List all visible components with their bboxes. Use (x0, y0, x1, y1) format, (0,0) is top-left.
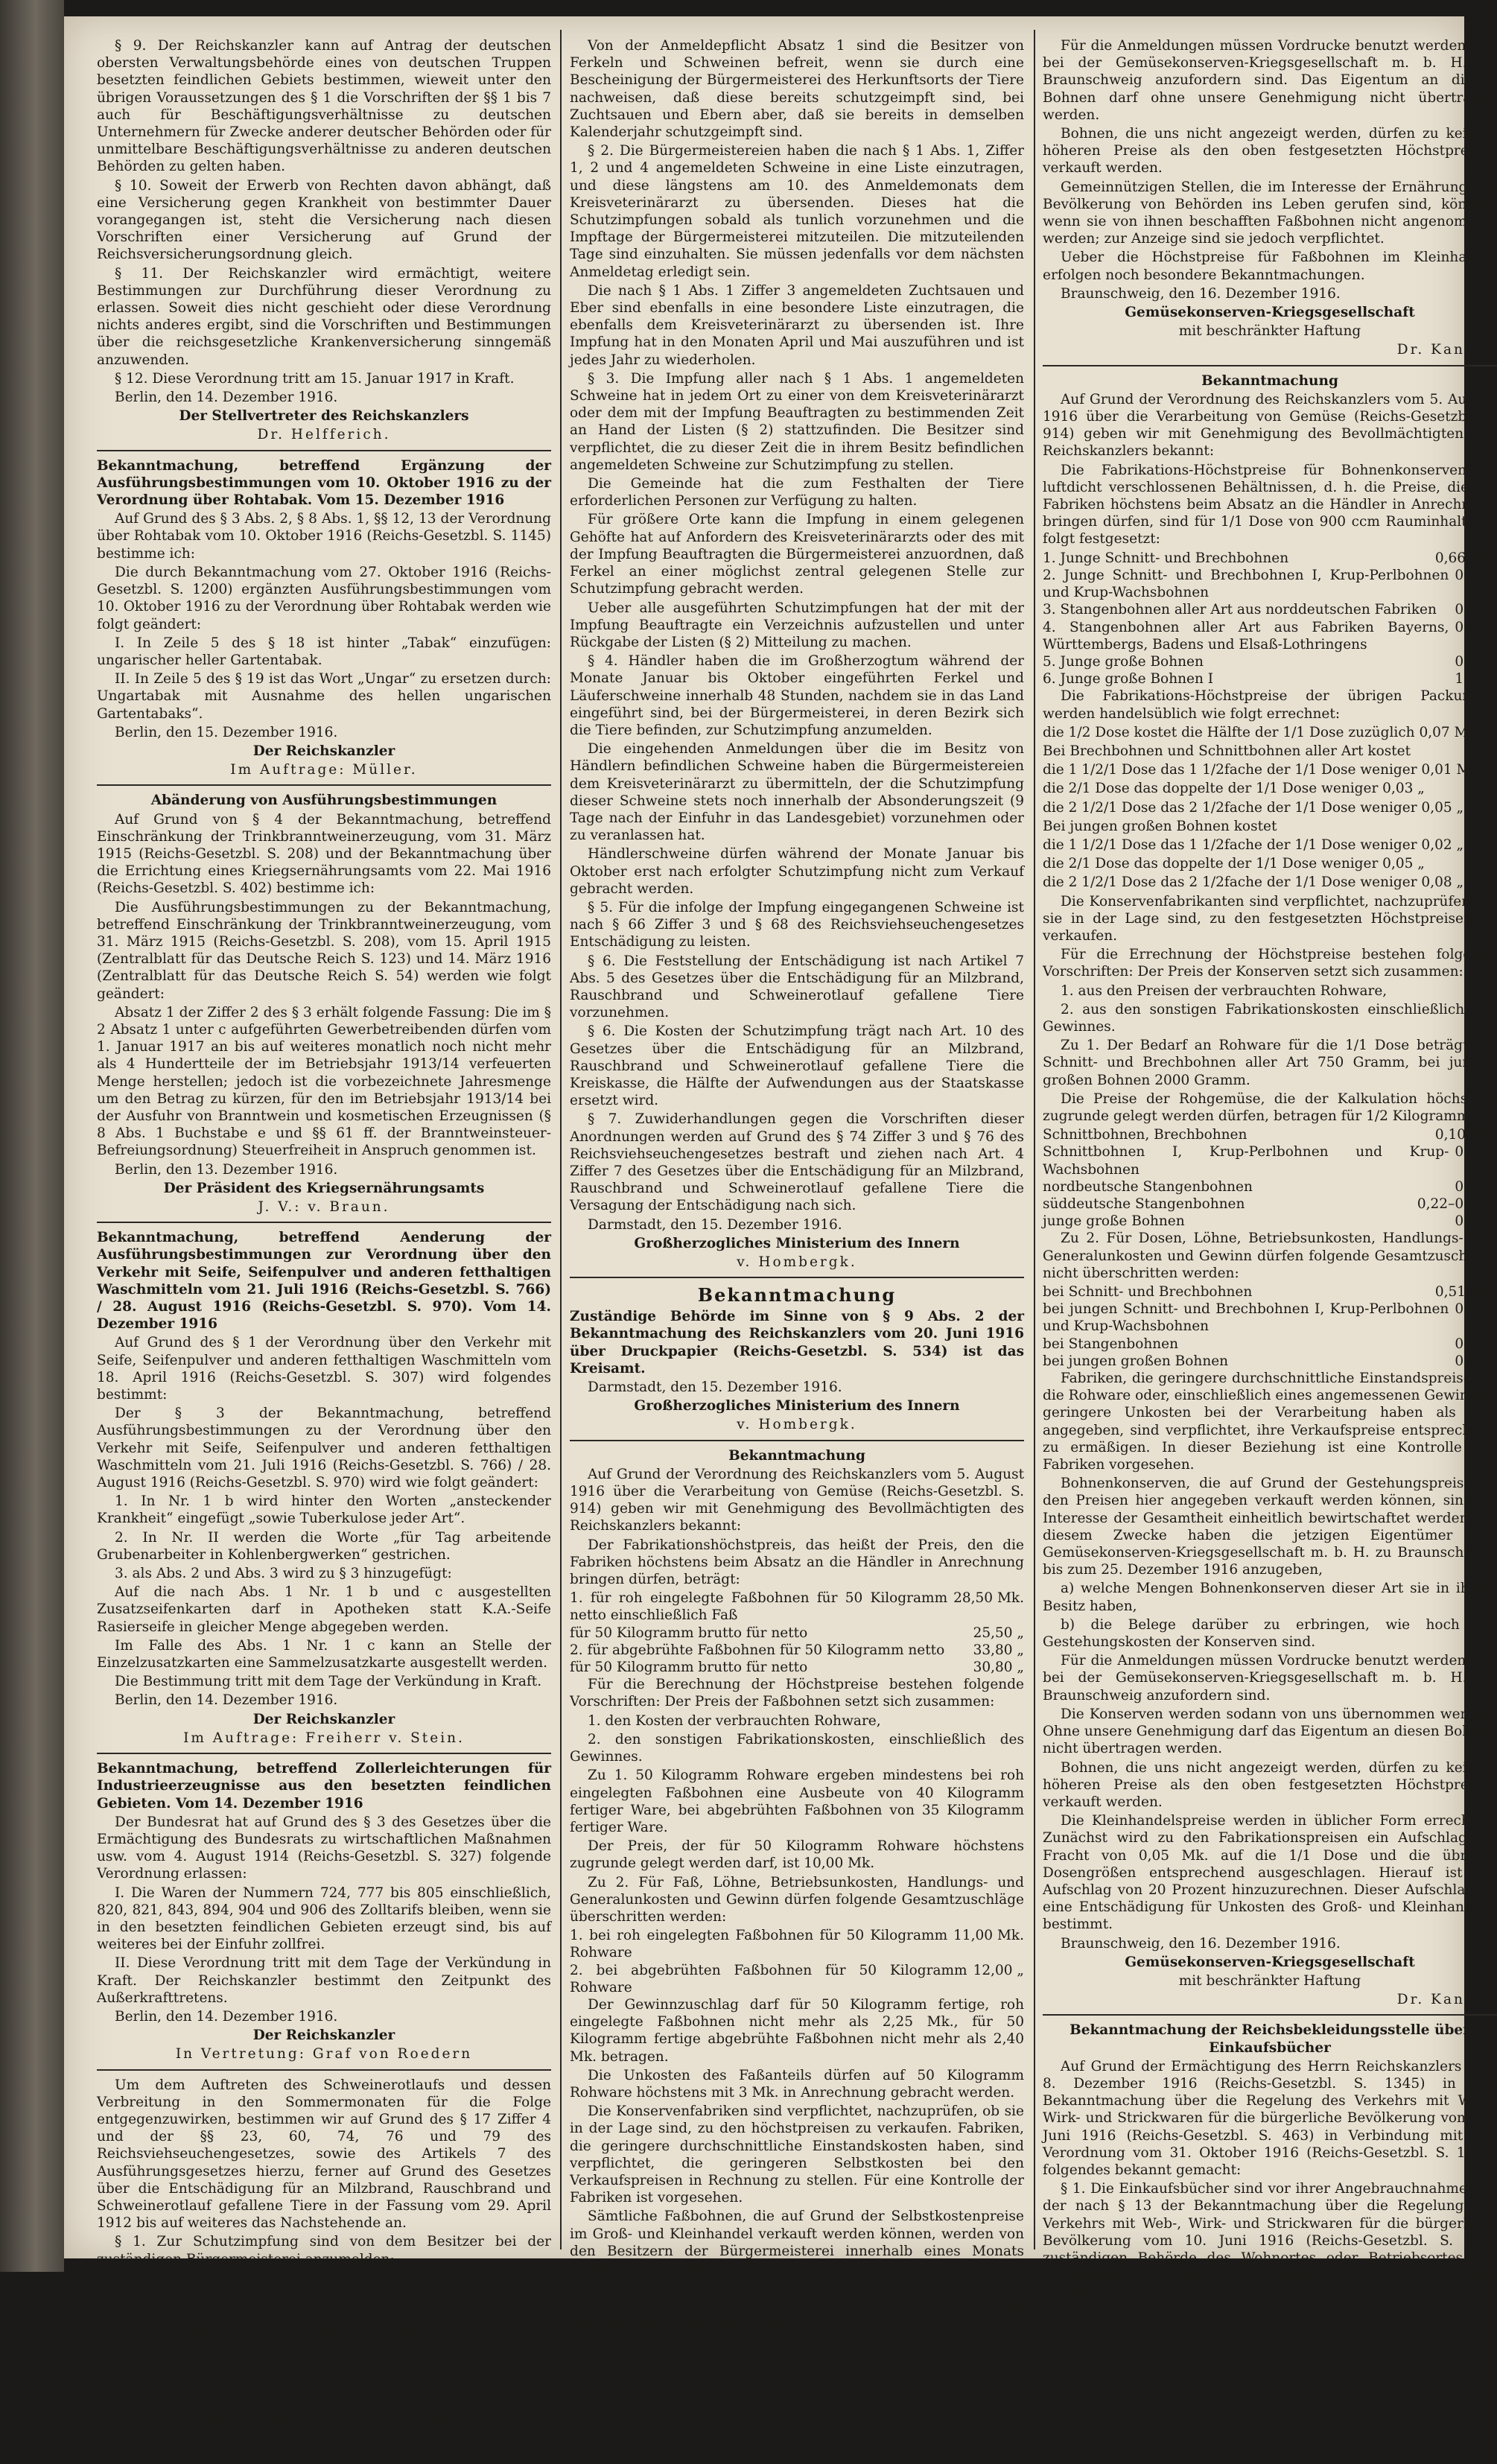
paragraph: § 2. Die Bürgermeistereien haben die nach § 1 Abs. 1, Ziffer 1, 2 und 4 angemeldeten Schweine in eine Liste einzutragen, und diese längstens am 10. des Anmeldemonats dem Kreisveterinärarzt zu übersenden. Dieses hat die Schutzimpfungen sobald als tunlich vorzunehmen und die Impftage der Bürgermeisterei mitzuteilen. Die mitzuteilenden Tage sind einzuhalten. Sie müssen jedenfalls vor dem nächsten Anmeldetag erledigt sein. (570, 143, 1024, 280)
paragraph: Auf Grund des § 1 der Verordnung über den Verkehr mit Seife, Seifenpulver und anderen fetthaltigen Waschmitteln vom 18. April 1916 (Reichs-Gesetzbl. S. 307) wird folgendes bestimmt: (97, 1335, 551, 1403)
price-row: bei jungen Schnitt- und Brechbohnen I, Krup-Perlbohnen und Krup-Wachsbohnen 0,52 „ (1043, 1301, 1497, 1335)
paragraph: Auf Grund der Verordnung des Reichskanzlers vom 5. August 1916 über die Verarbeitung von Gemüse (Reichs-Gesetzbl. S. 914) geben wir mit Genehmigung des Bevollmächtigten des Reichskanzlers bekannt: (1043, 391, 1497, 460)
signature-title: Der Stellvertreter des Reichskanzlers (179, 408, 469, 425)
notice-fassbohnen-cont (1043, 37, 1497, 359)
price-row: süddeutsche Stangenbohnen 0,22–0,23 „ (1043, 1196, 1497, 1212)
paragraph: Auf Grund von § 4 der Bekanntmachung, betreffend Einschränkung der Trinkbranntweinerzeugung, vom 31. März 1915 (Reichs-Gesetzbl. S. 208) und der Bekanntmachung über die Errichtung eines Kriegsernährungsamts vom 22. Mai 1916 (Reichs-Gesetzbl. S. 402) bestimme ich: (97, 811, 551, 897)
signature-title: Gemüsekonserven-Kriegsgesellschaft (1125, 1954, 1415, 1970)
paragraph: Diese Behörde kann die Führung mehrerer Einkaufsbücher nur gestatten, falls der Geschäftsbetrieb des Schneiders, der Schneiderin oder des Wandergewerbetreibenden (1043, 2303, 1497, 2354)
column-rule (560, 30, 562, 2249)
paragraph: § 6. Die Feststellung der Entschädigung ist nach Artikel 7 Abs. 5 des Gesetzes über die Entschädigung für an Milzbrand, Rauschbrand und Schweinerotlauf gefallene Tiere vorzunehmen. (570, 953, 1024, 1021)
paragraph: Auf Grund der Verordnung des Reichskanzlers vom 5. August 1916 über die Verarbeitung von Gemüse (Reichs-Gesetzbl. S. 914) geben wir mit Genehmigung des Bevollmächtigten des Reichskanzlers bekannt: (570, 1466, 1024, 1534)
paragraph: 2. aus den sonstigen Fabrikationskosten einschließlich des Gewinnes. (1043, 1001, 1497, 1035)
column-3 (1043, 37, 1497, 2354)
paragraph: 2. den sonstigen Fabrikationskosten, einschließlich des Gewinnes. (570, 1731, 1024, 1765)
paragraph: Die Bestimmung tritt mit dem Tage der Verkündung in Kraft. (115, 1674, 542, 1690)
paragraph: § 4. Händler haben die im Großherzogtum während der Monate Januar bis Oktober eingeführten Ferkel und Läuferschweine innerhalb 48 Stunden, nachdem sie in das Land eingeführt sind, bei der Bürgermeisterei, in deren Bezirk sich die Tiere befinden, zur Schutzimpfung anzumelden. (570, 653, 1024, 738)
paragraph: Zu 2. Für Faß, Löhne, Betriebsunkosten, Handlungs- und Generalunkosten und Gewinn dürfen folgende Gesamtzuschläge überschritten werden: (570, 1874, 1024, 1925)
price-row: für 50 Kilogramm brutto für netto 30,80 „ (570, 1660, 1024, 1676)
price-row: 1. Junge Schnitt- und Brechbohnen 0,66 Mk. (1043, 550, 1497, 566)
signature: v. Hombergk. (737, 1417, 857, 1433)
signature-title: Der Reichskanzler (252, 1711, 395, 1727)
notice-einkaufsbuecher (1043, 2022, 1497, 2355)
paragraph: Händlerschweine dürfen während der Monate Januar bis Oktober erst nach erfolgter Schutzimpfung nicht zum Verkauf gebracht werden. (570, 846, 1024, 897)
paragraph: Der § 3 der Bekanntmachung, betreffend Ausführungsbestimmungen zu der Verordnung über den Verkehr mit Seife, Seifenpulver und anderen fetthaltigen Waschmitteln vom 21. Juli 1916 (Reichs-Gesetzbl. S. 766) / 28. August 1916 (Reichs-Gesetzbl. S. 970) wird wie folgt geändert: (97, 1406, 551, 1491)
paragraph: Auf die nach Abs. 1 Nr. 1 b und c ausgestellten Zusatzseifenkarten darf in Apotheken statt K.A.-Seife Rasierseife in gleicher Menge abgegeben werden. (97, 1584, 551, 1635)
dateline: Darmstadt, den 15. Dezember 1916. (588, 1216, 842, 1233)
paragraph: Zu 1. 50 Kilogramm Rohware ergeben mindestens bei roh eingelegten Faßbohnen eine Ausbeute von 40 Kilogramm fertiger Ware, bei abgebrühten Faßbohnen von 35 Kilogramm fertiger Ware. (570, 1768, 1024, 1835)
price-list (1043, 550, 1497, 688)
paragraph: Die durch Bekanntmachung vom 27. Oktober 1916 (Reichs-Gesetzbl. S. 1200) ergänzten Ausführungsbestimmungen vom 10. Oktober 1916 zu der Verordnung über Rohtabak werden wie folgt geändert: (97, 564, 551, 632)
paragraph: Für die Anmeldungen müssen Vordrucke benutzt werden, die bei der Gemüsekonserven-Kriegsgesellschaft m. b. H. zu Braunschweig anzufordern sind. Das Eigentum an diesen Bohnen darf ohne unsere Genehmigung nicht übertragen werden. (1043, 38, 1497, 123)
paragraph: Gemeinnützigen Stellen, die im Interesse der Ernährung der Bevölkerung von Behörden ins Leben gerufen sind, können, wenn sie von ihnen beschafften Faßbohnen nicht angenommen werden; zur Anzeige sind sie jedoch verpflichtet. (1043, 179, 1497, 247)
paragraph: Zu 2. Für Dosen, Löhne, Betriebsunkosten, Handlungs- und Generalunkosten und Gewinn dürfen folgende Gesamtzuschläge nicht überschritten werden: (1043, 1231, 1497, 1281)
notice-schweinerotlauf (97, 2077, 551, 2464)
paragraph: 2. In Nr. II werden die Worte „für Tag arbeitende Grubenarbeiter in Kohlenbergwerken“ gestrichen. (97, 1529, 551, 1563)
paragraph: I. Die Waren der Nummern 724, 777 bis 805 einschließlich, 820, 821, 843, 894, 904 und 906 des Zolltarifs bleiben, wenn sie in den besetzten feindlichen Gebieten erzeugt sind, bis auf weiteres bei der Einfuhr zollfrei. (97, 1884, 551, 1953)
signature: Dr. Helfferich. (257, 427, 391, 443)
paragraph: die 1 1/2/1 Dose das 1 1/2fache der 1/1 Dose weniger 0,02 „ (1043, 836, 1464, 853)
notice-heading: Abänderung von Ausführungsbestimmungen (150, 793, 498, 809)
signature: v. Hombergk. (737, 1254, 857, 1271)
paragraph: Fabriken, die geringere durchschnittliche Einstandspreise für die Rohware oder, einschließlich eines angemessenen Gewinnes, geringere Unkosten bei der Verarbeitung haben als hier angegeben, sind verpflichtet, ihre Verkaufspreise entsprechend zu ermäßigen. In dieser Beziehung ist eine Kontrolle der Fabriken vorgesehen. (1043, 1371, 1497, 1473)
paragraph: Auf Grund des § 3 Abs. 2, § 8 Abs. 1, §§ 12, 13 der Verordnung über Rohtabak vom 10. Oktober 1916 (Reichs-Gesetzbl. S. 1145) bestimme ich: (97, 511, 551, 562)
signature-title: Der Reichskanzler (252, 2028, 395, 2044)
price-row: 1. für roh eingelegte Faßbohnen für 50 Kilogramm netto einschließlich Faß 28,50 Mk. (570, 1590, 1024, 1624)
paragraph: Von der Anmeldepflicht Absatz 1 sind die Besitzer von Ferkeln und Schweinen befreit, wenn sie durch eine Bescheinigung der Bürgermeisterei des Herkunftsorts der Tiere nachweisen, daß diese bereits schutzgeimpft sind, bei Zuchtsauen und Ebern aber, daß sie bereits in demselben Kalenderjahr schutzgeimpft sind. (570, 38, 1024, 141)
paragraph: 4. alle in einem der Monate April bis September in das Land eingeführten Zuchtsauen und Eber bis zum 5. des darauf folgenden Monats; (97, 2413, 551, 2463)
paragraph: 1. aus den Preisen der verbrauchten Rohware, (1061, 982, 1388, 999)
paragraph: Die Fabrikations-Höchstpreise für Bohnenkonserven in luftdicht verschlossenen Behältnissen, d. h. die Preise, die die Fabriken höchstens beim Absatz an die Händler in Anrechnung bringen dürfen, sind für 1/1 Dose von 900 ccm Rauminhalt wie folgt festgesetzt: (1043, 462, 1497, 547)
paragraph: § 10. Soweit der Erwerb von Rechten davon abhängt, daß eine Versicherung gegen Krankheit von bestimmter Dauer vorangegangen ist, steht die Versicherung nach diesen Vorschriften einer Versicherung auf Grund der Reichsversicherungsordnung gleich. (97, 177, 551, 263)
paragraph: 1. den Kosten der verbrauchten Rohware, (588, 1712, 881, 1729)
column-1 (97, 37, 551, 2463)
paragraph: § 1. Die Einkaufsbücher sind vor ihrer Angebrauchnahme von der nach § 13 der Bekanntmachung über die Regelung des Verkehrs mit Web-, Wirk- und Strickwaren für die bürgerliche Bevölkerung vom 10. Juni 1916 (Reichs-Gesetzbl. S. 463) zuständigen Behörde des Wohnortes oder Betriebsortes des Schneiders, der Schneiderin oder des Wandergewerbetreibenden auf dem ersten Blatt abzustempeln. (1043, 2181, 1497, 2301)
paragraph: b) die Belege darüber zu erbringen, wie hoch die Gestehungskosten der Konserven sind. (1043, 1616, 1497, 1651)
signature-title: Der Präsident des Kriegsernährungsamts (163, 1180, 485, 1196)
divider (97, 1753, 551, 1754)
notice-seife (97, 1229, 551, 1747)
paragraph: 2. alle in einem der Monate Januar bis September geborenen und angekauften Ferkel und Läuferschweine bis zum 5. des darauf folgenden Monats; (97, 2323, 551, 2374)
divider (570, 1440, 1024, 1441)
signature: Dr. Kanter. (1396, 342, 1497, 358)
paragraph: die 2 1/2/1 Dose das 2 1/2fache der 1/1 Dose weniger 0,05 „ (1043, 799, 1464, 816)
paragraph: Die Ausführungsbestimmungen zu der Bekanntmachung, betreffend Einschränkung der Trinkbranntweinerzeugung, vom 31. März 1915 (Reichs-Gesetzbl. S. 208), vom 15. April 1915 (Zentralblatt für das Deutsche Reich S. 123) und 14. März 1916 (Zentralblatt für das Deutsche Reich S. 54) werden wie folgt geändert: (97, 899, 551, 1002)
paragraph: § 11. Der Reichskanzler wird ermächtigt, weitere Bestimmungen zur Durchführung dieser Verordnung zu erlassen. Soweit dies nicht geschieht oder diese Verordnung nichts anderes ergibt, sind die Vorschriften und Bestimmungen über die reichsgesetzliche Krankenversicherung sinngemäß anzuwenden. (97, 265, 551, 368)
paragraph: § 3. Die Impfung aller nach § 1 Abs. 1 angemeldeten Schweine hat in jedem Ort zu einer von dem Kreisveterinärarzt oder dem mit der Impfung Beauftragten zu bestimmenden Zeit an Hand der Listen (§ 2) stattzufinden. Die Besitzer sind verpflichtet, die zu dieser Zeit die in ihrem Besitz befindlichen angemeldeten Schweine zur Schutzimpfung zu stellen. (570, 370, 1024, 473)
paragraph: Der Gewinnzuschlag darf für 50 Kilogramm fertige, roh eingelegte Faßbohnen nicht mehr als 2,25 Mk., für 50 Kilogramm fertige abgebrühte Faßbohnen nicht mehr als 2,40 Mk. betragen. (570, 1996, 1024, 2065)
paragraph: II. In Zeile 5 des § 19 ist das Wort „Ungar“ zu ersetzen durch: Ungartabak mit Ausnahme des hellen ungarischen Gartentabaks“. (97, 671, 551, 722)
price-list (1043, 1283, 1497, 1370)
signature-title: Gemüsekonserven-Kriegsgesellschaft (1125, 305, 1415, 321)
paragraph: Die Konservenfabrikanten sind verpflichtet, nachzuprüfen, ob sie in der Lage sind, zu den festgesetzten Höchstpreisen zu verkaufen. (1043, 893, 1497, 944)
price-row: 2. Junge Schnitt- und Brechbohnen I, Krup-Perlbohnen und Krup-Wachsbohnen 0,70 „ (1043, 567, 1497, 601)
price-row: 4. Stangenbohnen aller Art aus Fabriken Bayerns, Württembergs, Badens und Elsaß-Lothringens 0,85 „ (1043, 619, 1497, 652)
paragraph: die 1/2 Dose kostet die Hälfte der 1/1 Dose zuzüglich 0,07 Mk. (1043, 724, 1481, 740)
paragraph: Im Falle des Abs. 1 Nr. 1 c kann an Stelle der Einzelzusatzkarten eine Sammelzusatzkarte ausgestellt werden. (97, 1637, 551, 1671)
book-binding (0, 0, 64, 2272)
divider (97, 450, 551, 451)
column-rule (1034, 30, 1035, 2249)
dateline: Berlin, den 14. Dezember 1916. (115, 1692, 338, 1709)
paragraph: Für die Berechnung der Höchstpreise bestehen folgende Vorschriften: Der Preis der Faßbohnen setzt sich zusammen: (570, 1677, 1024, 1710)
paragraph: Bohnen, die uns nicht angezeigt werden, dürfen zu keinem höheren Preise als den oben festgesetzten Höchstpreisen verkauft werden. (1043, 1759, 1497, 1810)
price-row: 2. für abgebrühte Faßbohnen für 50 Kilogramm netto 33,80 „ (570, 1642, 1024, 1658)
divider (570, 1277, 1024, 1278)
paragraph: 3. als Abs. 2 und Abs. 3 wird zu § 3 hinzugefügt: (115, 1566, 452, 1582)
divider (97, 784, 551, 786)
paragraph: Der Preis, der für 50 Kilogramm Rohware höchstens zugrunde gelegt werden darf, ist 10,00 Mk. (570, 1838, 1024, 1872)
notice-zoll (97, 1760, 551, 2063)
paragraph: Die Fabrikations-Höchstpreise der übrigen Packungen werden handelsüblich wie folgt errechnet: (1043, 688, 1497, 722)
paragraph: 1. alle in den Monaten Oktober bis Dezember einschließlich geborenen und angekauften Ferkel und Läuferschweine bis zum 5. Januar; (97, 2270, 551, 2321)
price-list (1043, 1126, 1497, 1230)
notice-heading: Bekanntmachung, betreffend Ergänzung der Ausführungsbestimmungen vom 10. Oktober 1916 zu der Verordnung über Rohtabak. Vom 15. Dezember 1916 (97, 457, 551, 509)
paragraph: a) welche Mengen Faßbohnen sie in ihrem Besitz haben, (588, 2279, 985, 2296)
paragraph: Die Kleinhandelspreise werden in üblicher Form errechnet. Zunächst wird zu den Fabrikationspreisen ein Aufschlag für Fracht von 0,05 Mk. auf die 1/1 Dose und die übrigen Dosengrößen entsprechend ausgeschlagen. Hierauf ist ein Aufschlag von 20 Prozent hinzuzurechnen. Dieser Aufschlag ist eine Entschädigung für Unkosten des Groß- und Kleinhandels, bestimmt. (1043, 1813, 1497, 1933)
paragraph: § 1. Zur Schutzimpfung sind von dem Besitzer bei der zuständigen Bürgermeisterei anzumelden: (97, 2234, 551, 2267)
paragraph: § 5. Für die infolge der Impfung eingegangenen Schweine ist nach § 66 Ziffer 3 und § 68 des Reichsviehseuchengesetzes Entschädigung zu leisten. (570, 899, 1024, 950)
paragraph: Ueber alle ausgeführten Schutzimpfungen hat der mit der Impfung Beauftragte ein Verzeichnis aufzustellen und unter Rückgabe der Listen (§ 2) Mitteilung zu machen. (570, 600, 1024, 650)
notice-druckpapier (570, 1284, 1024, 1433)
price-row: für 50 Kilogramm brutto für netto 25,50 „ (570, 1625, 1024, 1641)
notice-heading: Bekanntmachung, betreffend Zollerleichterungen für Industrieerzeugnisse aus den besetzten feindlichen Gebieten. Vom 14. Dezember 1916 (97, 1761, 551, 1812)
paragraph: die 2/1 Dose das doppelte der 1/1 Dose weniger 0,03 „ (1043, 781, 1425, 797)
paragraph: 3. alle im Lande vorhandenen Zuchtsauen und Eber bis zum 5. April; (97, 2377, 551, 2410)
paragraph: Ueber die Höchstpreise für Faßbohnen im Kleinhandel erfolgen noch besondere Bekanntmachungen. (1043, 250, 1497, 283)
paragraph: Für größere Orte kann die Impfung in einem gelegenen Gehöfte hat auf Anfordern des Kreisveterinärarzts oder des mit der Impfung Beauftragten die Bürgermeisterei anzuordnen, daß Ferkel an einer möglichst zentral gelegenen Stelle zur Schutzimpfung gebracht werden. (570, 512, 1024, 597)
paragraph: Die eingehenden Anmeldungen über die im Besitz von Händlern befindlichen Schweine haben die Bürgermeistereien dem Kreisveterinärarzt zu übermitteln, der die Schutzimpfung dieser Schweine stets noch innerhalb der Absonderungszeit (9 Tage nach der Einfuhr in das Landesgebiet) vorzunehmen oder zu veranlassen hat. (570, 741, 1024, 844)
paragraph: II. Diese Verordnung tritt mit dem Tage der Verkündung in Kraft. Der Reichskanzler bestimmt den Zeitpunkt des Außerkrafttretens. (97, 1955, 551, 2006)
price-row: bei jungen großen Bohnen 0,54 „ (1043, 1353, 1497, 1369)
price-row: bei Schnitt- und Brechbohnen 0,51 Mk. (1043, 1284, 1497, 1301)
price-row: bei Stangenbohnen 0,53 „ (1043, 1336, 1497, 1352)
paragraph: Sämtliche Faßbohnen, die auf Grund der Selbstkostenpreise im Groß- und Kleinhandel verkauft werden können, werden von den Besitzern der Bürgermeisterei innerhalb eines Monats angemeldet, die bis zum 25. Dezember 1916 anzugeben: (570, 2209, 1024, 2276)
notice-title: Bekanntmachung (697, 1284, 897, 1306)
paragraph: § 6. Die Kosten der Schutzimpfung trägt nach Art. 10 des Gesetzes über die Entschädigung für an Milzbrand, Rauschbrand und Schweinerotlauf gefallene Tiere die Kreiskasse, die Hälfte der Aufwendungen aus der Staatskasse ersetzt wird. (570, 1023, 1024, 1109)
dateline: Braunschweig, den 16. Dezember 1916. (1061, 1935, 1341, 1952)
price-row: junge große Bohnen 0,10 „ (1043, 1213, 1497, 1230)
price-row: Schnittbohnen I, Krup-Perlbohnen und Krup-Wachsbohnen 0,12 „ (1043, 1144, 1497, 1178)
paragraph: die 1 1/2/1 Dose das 1 1/2fache der 1/1 Dose weniger 0,01 Mk. (1043, 762, 1484, 778)
paragraph: Bohnenkonserven, die auf Grund der Gestehungspreise zu den Preisen hier angegeben verkauft werden können, sind im Interesse der Gesamtheit einheitlich bewirtschaftet werden. Zu diesem Zwecke haben die jetzigen Eigentümer der Gemüsekonserven-Kriegsgesellschaft m. b. H. zu Braunschweig bis zum 25. Dezember 1916 anzugeben, (1043, 1476, 1497, 1578)
paragraph: Zuständige Behörde im Sinne von § 9 Abs. 2 der Bekanntmachung des Reichskanzlers vom 20. Juni 1916 über Druckpapier (Reichs-Gesetzbl. S. 534) ist das Kreisamt. (570, 1309, 1024, 1377)
signature-title: Großherzogliches Ministerium des Innern (634, 1398, 960, 1414)
signature-subtitle: mit beschränkter Haftung (1178, 1972, 1361, 1989)
paragraph: Die Gemeinde hat die zum Festhalten der Tiere erforderlichen Personen zur Verfügung zu halten. (570, 476, 1024, 509)
paragraph: a) welche Mengen Bohnenkonserven dieser Art sie in ihrem Besitz haben, (1043, 1581, 1497, 1614)
dateline: Berlin, den 15. Dezember 1916. (115, 724, 338, 740)
signature: Im Auftrage: Freiherr v. Stein. (183, 1730, 465, 1746)
price-row: 3. Stangenbohnen aller Art aus norddeutschen Fabriken 0,75 „ (1043, 602, 1497, 618)
paragraph: Für die Anmeldungen müssen Vordrucke benutzt werden, die bei der Gemüsekonserven-Kriegsgesellschaft m. b. H. zu Braunschweig anzufordern sind. (1043, 1653, 1497, 1703)
paragraph: Der Bundesrat hat auf Grund des § 3 des Gesetzes über die Ermächtigung des Bundesrats zu wirtschaftlichen Maßnahmen usw. vom 4. August 1914 (Reichs-Gesetzbl. S. 327) folgende Verordnung erlassen: (97, 1814, 551, 1882)
signature-subtitle: mit beschränkter Haftung (1178, 323, 1361, 340)
paragraph: 1. In Nr. 1 b wird hinter den Worten „ansteckender Krankheit“ eingefügt „sowie Tuberkulose jeder Art“. (97, 1493, 551, 1527)
dateline: Darmstadt, den 15. Dezember 1916. (588, 1379, 842, 1396)
price-row: 2. bei abgebrühten Faßbohnen für 50 Kilogramm Rohware 12,00 „ (570, 1962, 1024, 1995)
paragraph: b) die Belege darüber zu erbringen, zu welchen Preisen sie die Faßbohnen erworben haben. (570, 2298, 1024, 2331)
signature-title: Großherzogliches Ministerium des Innern (634, 1235, 960, 1251)
notice-bohnenkonserven (1043, 372, 1497, 2009)
paragraph: § 12. Diese Verordnung tritt am 15. Januar 1917 in Kraft. (115, 370, 515, 387)
paragraph: Die Unkosten des Faßanteils dürfen auf 50 Kilogramm Rohware höchstens mit 3 Mk. in Anrechnung gebracht werden. (570, 2067, 1024, 2101)
paragraph: Auf Grund der Ermächtigung des Herrn Reichskanzlers vom 8. Dezember 1916 (Reichs-Gesetzbl. S. 1345) in der Bekanntmachung über die Regelung des Verkehrs mit Web-, Wirk- und Strickwaren für die bürgerliche Bevölkerung vom 10. Juni 1916 (Reichs-Gesetzbl. S. 463) in Verbindung mit der Verordnung vom 31. Oktober 1916 (Reichs-Gesetzbl. S. 1218) folgendes bekannt gemacht: (1043, 2058, 1497, 2178)
dateline: Berlin, den 14. Dezember 1916. (115, 390, 338, 406)
paragraph: Bei jungen großen Bohnen kostet (1043, 818, 1277, 834)
price-row: 1. bei roh eingelegten Faßbohnen für 50 Kilogramm Rohware 11,00 Mk. (570, 1928, 1024, 1961)
notice-fassbohnen (570, 1447, 1024, 2332)
notice-heading: Bekanntmachung, betreffend Aenderung der Ausführungsbestimmungen zur Verordnung über den Verkehr mit Seife, Seifenpulver und anderen fetthaltigen Waschmitteln vom 21. Juli 1916 (Reichs-Gesetzbl. S. 766) / 28. August 1916 (Reichs-Gesetzbl. S. 970). Vom 14. Dezember 1916 (97, 1230, 551, 1333)
paragraph: Die Konserven werden sodann von uns übernommen werden. Ohne unsere Genehmigung darf das Eigentum an diesen Bohnen nicht übertragen werden. (1043, 1706, 1497, 1757)
paragraph: Für die Errechnung der Höchstpreise bestehen folgende Vorschriften: Der Preis der Konserven setzt sich zusammen: (1043, 947, 1497, 980)
signature: Dr. Kanter. (1396, 1992, 1497, 2008)
signature-title: Der Reichskanzler (252, 743, 395, 759)
paragraph: Bei Brechbohnen und Schnittbohnen aller Art kostet (1043, 743, 1411, 759)
price-row: Schnittbohnen, Brechbohnen 0,10 Mk. (1043, 1127, 1497, 1143)
paragraph: Zu 1. Der Bedarf an Rohware für die 1/1 Dose beträgt bei Schnitt- und Brechbohnen aller Art 750 Gramm, bei jungen großen Bohnen 2000 Gramm. (1043, 1038, 1497, 1088)
notice-rohtabak (97, 457, 551, 779)
paragraph: I. In Zeile 5 des § 18 ist hinter „Tabak“ einzufügen: ungarischer heller Gartentabak. (97, 635, 551, 668)
price-row: 5. Junge große Bohnen 0,75 „ (1043, 653, 1497, 670)
paragraph: Die Konservenfabriken sind verpflichtet, nachzuprüfen, ob sie in der Lage sind, zu den höchstpreisen zu verkaufen. Fabriken, die geringere durchschnittliche Einstandskosten haben, sind verpflichtet, die geringeren Selbstkosten bei den Verkaufspreisen in Rechnung zu stellen. Für eine Kontrolle der Fabriken ist vorgesehen. (570, 2103, 1024, 2206)
paragraph: Die nach § 1 Abs. 1 Ziffer 3 angemeldeten Zuchtsauen und Eber sind ebenfalls in eine besondere Liste einzutragen, die ebenfalls dem Kreisveterinärarzt zu übersenden ist. Ihre Impfung hat in den Monaten April und Mai auszuführen und ist jedes Jahr zu wiederholen. (570, 282, 1024, 368)
paragraph: Absatz 1 der Ziffer 2 des § 3 erhält folgende Fassung: Die im § 2 Absatz 1 unter c aufgeführten Gewerbetreibenden dürfen vom 1. Januar 1917 an bis auf weiteres monatlich noch nicht mehr als 4 Hundertteile der im Betriebsjahr 1913/14 verfeuerten Menge herstellen; jedoch ist die vorbezeichnete Jahresmenge um den Betrag zu kürzen, für den im Betriebsjahr 1913/14 bei der Ausfuhr von Branntwein und kosmetischen Erzeugnissen (§ 8 Abs. 1 Buchstabe e und §§ 61 ff. der Branntweinsteuer-Befreiungsordnung) Steuerfreiheit in Anspruch genommen ist. (97, 1004, 551, 1159)
column-2 (570, 37, 1024, 2331)
price-list (570, 1590, 1024, 1676)
paragraph: § 9. Der Reichskanzler kann auf Antrag der deutschen obersten Verwaltungsbehörde eines von deutschen Truppen besetzten feindlichen Gebiets bestimmen, wieweit unter den übrigen Voraussetzungen des § 1 die Vorschriften der §§ 1 bis 7 auch für Beschäftigungsverhältnisse zu deutschen Unternehmern für Zwecke anderer deutscher Behörden oder für unmittelbare Beschäftigungsverhältnisse zu anderen deutschen Behörden zu gelten haben. (97, 38, 551, 175)
price-list (570, 1927, 1024, 1996)
paragraph: Bohnen, die uns nicht angezeigt werden, dürfen zu keinem höheren Preise als den oben festgesetzten Höchstpreisen verkauft werden. (1043, 126, 1497, 177)
price-row: 6. Junge große Bohnen I 1,03 „ (1043, 671, 1497, 688)
signature: In Vertretung: Graf von Roedern (175, 2046, 473, 2063)
divider (1043, 365, 1497, 366)
notice-heading: Bekanntmachung der Reichsbekleidungsstelle über Einkaufsbücher (1069, 2022, 1470, 2056)
paragraph: § 7. Zuwiderhandlungen gegen die Vorschriften dieser Anordnungen werden auf Grund des § 74 Ziffer 3 und § 76 des Reichsviehseuchengesetzes bestraft und ziehen nach Art. 4 Ziffer 7 des Gesetzes über die Entschädigung für an Milzbrand, Rauschbrand und Schweinerotlauf gefallene Tiere die Versagung der Entschädigung nach sich. (570, 1111, 1024, 1214)
notice-title: Bekanntmachung (728, 1447, 865, 1464)
notice-sickness-insurance (97, 37, 551, 444)
paragraph: Um dem Auftreten des Schweinerotlaufs und dessen Verbreitung in den Sommermonaten für die Folge entgegenzuwirken, bestimmen wir auf Grund des § 17 Ziffer 4 und der §§ 23, 60, 74, 76 und 79 des Reichsviehseuchengesetzes, sowie des Artikels 7 des Ausführungsgesetzes hierzu, ferner auf Grund des Gesetzes über die Entschädigung für an Milzbrand, Rauschbrand und Schweinerotlauf gefallene Tiere in der Fassung vom 29. April 1912 bis auf weiteres das Nachstehende an. (97, 2077, 551, 2232)
signature: J. V.: v. Braun. (258, 1199, 390, 1215)
divider (1043, 2014, 1497, 2016)
dateline: Berlin, den 14. Dezember 1916. (115, 2008, 338, 2025)
price-row: nordbeutsche Stangenbohnen 0,15 „ (1043, 1178, 1497, 1195)
divider (97, 1222, 551, 1223)
paragraph: Die Preise der Rohgemüse, die der Kalkulation höchstens zugrunde gelegt werden dürfen, betragen für 1/2 Kilogramm: (1043, 1090, 1497, 1124)
signature: Im Auftrage: Müller. (230, 762, 418, 778)
paragraph: Der Fabrikationshöchstpreis, das heißt der Preis, den die Fabriken höchstens beim Absatz an die Händler in Anrechnung bringen dürfen, beträgt: (570, 1537, 1024, 1588)
dateline: Berlin, den 13. Dezember 1916. (115, 1161, 338, 1178)
paragraph: die 2 1/2/1 Dose das 2 1/2fache der 1/1 Dose weniger 0,08 „ (1043, 874, 1464, 891)
paragraph: die 2/1 Dose das doppelte der 1/1 Dose weniger 0,05 „ (1043, 856, 1425, 872)
notice-schutzimpfung-cont (570, 37, 1024, 1271)
divider (97, 2069, 551, 2071)
notice-title: Bekanntmachung (1201, 372, 1338, 389)
notice-branntwein (97, 792, 551, 1216)
dateline: Braunschweig, den 16. Dezember 1916. (1061, 285, 1341, 302)
